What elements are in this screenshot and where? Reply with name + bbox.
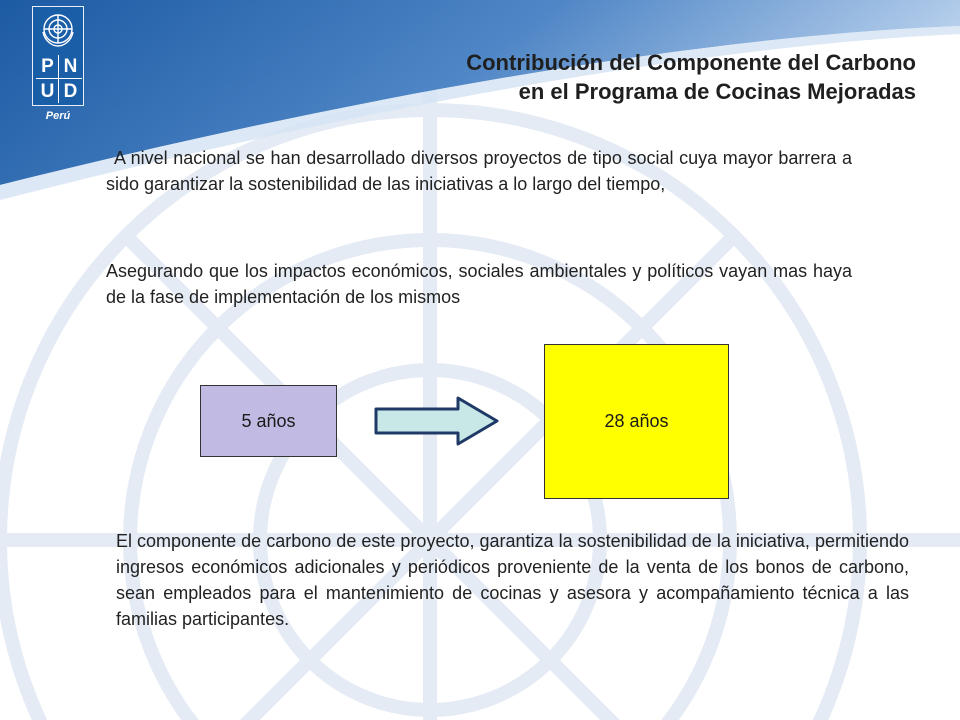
logo-letter-u: U (40, 81, 55, 102)
logo-letter-p: P (41, 56, 54, 77)
title-line-1: Contribución del Componente del Carbono (466, 50, 916, 75)
carbon-paragraph: El componente de carbono de este proyecto, garantiza la sostenibilidad de la iniciativa, permitiendo ingresos económicos adicionales y periódicos proveniente de la venta de los bonos de carbono, sean empleados para el mantenimiento de cocinas y asesora y acompañamiento técnica a las familias participantes. (116, 531, 909, 629)
duration-after-label: 28 años (604, 411, 669, 431)
logo-grid-divider (36, 78, 82, 79)
slide-title (466, 48, 916, 106)
logo-country: Perú (45, 110, 71, 122)
intro-paragraph: A nivel nacional se han desarrollado diversos proyectos de tipo social cuya mayor barrera a sido garantizar la sostenibilidad de las iniciativas a lo largo del tiempo, (106, 148, 852, 194)
logo-letter-n: N (63, 56, 78, 77)
un-emblem-icon (39, 10, 77, 48)
title-line-2: en el Programa de Cocinas Mejoradas (518, 79, 916, 104)
right-arrow-icon (374, 396, 500, 446)
logo-letter-d: D (63, 81, 78, 102)
duration-after-box (544, 344, 729, 499)
duration-before-box (200, 385, 337, 457)
assurance-paragraph: Asegurando que los impactos económicos, sociales ambientales y políticos vayan mas haya de la fase de implementación de los mismos (106, 261, 852, 307)
logo-panel (32, 6, 84, 106)
duration-before-label: 5 años (241, 410, 296, 431)
logo-grid-divider (58, 55, 59, 103)
pnud-logo (32, 6, 84, 126)
